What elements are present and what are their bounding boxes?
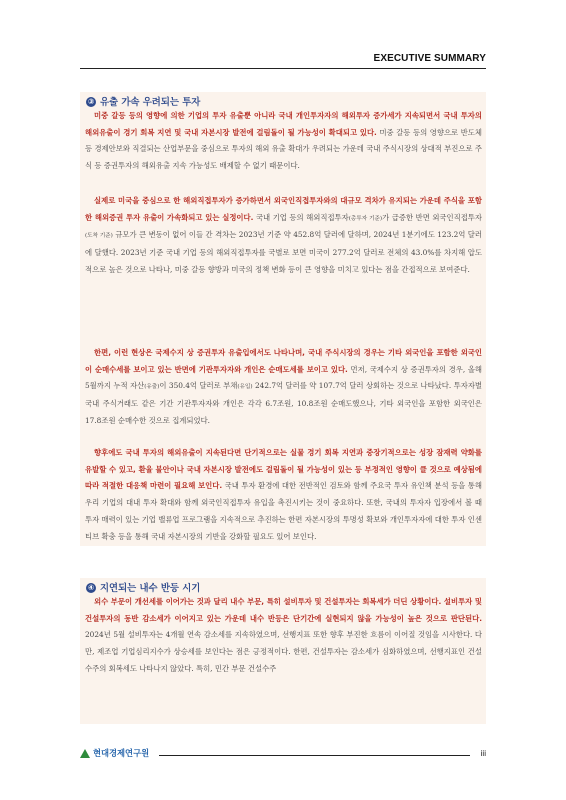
footer-divider xyxy=(159,755,470,756)
section-domestic-demand xyxy=(80,578,486,724)
body-text: 국내 투자 환경에 대한 전반적인 검토와 함께 주요국 투자 유인책 분석 등을 통해 우리 기업의 대내 투자 확대와 함께 외국인직접투자 유입을 촉진시키는 것이 중요하다. 또한, 국내의 투자자 입장에서 볼 때 투자 매력이 있는 기업 밸류업 프로그램을 지속적으로 추진하는 한편 자본시장의 투명성 확보와 개인투자자에 대한 투자 인센티브 확충 등을 통해 국내 자본시장의 기반을 강화할 필요도 있어 보인다. xyxy=(85,481,482,541)
paragraph xyxy=(85,193,482,279)
paragraph xyxy=(85,345,482,430)
body-text: 먼저, 국제수지 상 증권투자의 경우, 올해 5월까지 누적 자산 xyxy=(85,364,483,391)
body-text: 2024년 5월 설비투자는 4개월 연속 감소세를 지속하였으며, 선행지표 또한 향후 부진한 흐름이 이어질 것임을 시사한다. 다만, 제조업 기업심리지수가 상승세를 보인다는 점은 긍정적이다. 한편, 건설투자는 감소세가 심화하였으며, 선행지표인 건설수주의 회복세도 나타나지 않았다. 특히, 민간 부문 건설수주 xyxy=(85,630,482,673)
body-text: 가 급증한 반면 외국인직접투자 xyxy=(382,212,482,222)
paragraph xyxy=(85,445,482,545)
body-text: 이 350.4억 달러로 부채 xyxy=(159,381,238,391)
body-text: 미중 갈등 등의 영향으로 반도체 등 경제안보와 직결되는 산업부문을 중심으로 투자의 해외 유출 확대가 우려되는 가운데 국내 주식시장의 상대적 부진으로 주식 등 증권투자의 해외유출 지속 가능성도 배제할 수 없기 때문이다. xyxy=(85,127,482,171)
highlighted-text: 한편, 이런 현상은 국제수지 상 증권투자 유출입에서도 나타나며, 국내 주식시장의 경우는 기타 외국인을 포함한 외국인이 순매수세를 보이고 있는 반면에 기관투자자와 개인은 순매도세를 보이고 있다. xyxy=(85,348,482,374)
paragraph xyxy=(85,108,482,175)
header-title: EXECUTIVE SUMMARY xyxy=(373,53,486,64)
highlighted-text: 향후에도 국내 투자의 해외유출이 지속된다면 단기적으로는 실물 경기 회복 지연과 중장기적으로는 성장 잠재력 약화를 유발할 수 있고, 환율 불안이나 국내 자본시장 발전에도 걸림돌이 될 가능성이 있는 등 부정적인 영향이 클 것으로 예상됨에 따라 적절한 대응책 마련이 필요해 보인다. xyxy=(85,448,482,491)
section-number: ④ xyxy=(87,583,95,592)
section-title: 유출 가속 우려되는 투자 xyxy=(100,97,201,108)
paragraph xyxy=(85,594,482,678)
body-text: (유출) xyxy=(144,384,160,391)
header-divider xyxy=(80,68,486,69)
body-text: 규모가 큰 변동이 없어 이들 간 격차는 2023년 기준 약 452.8억 달러에 달하며, 2024년 1분기에도 123.2억 달러에 달했다. 2023년 기준 국내 기업 등의 해외직접투자를 국별로 보면 미국이 277.2억 달러로 전체의 43.0%를 차지해 압도적으로 높은 것으로 나타나, 미중 갈등 향방과 미국의 정책 변화 등이 큰 영향을 미치고 있다는 점을 간접적으로 보여준다. xyxy=(85,230,482,274)
section-heading xyxy=(86,580,200,594)
page-number: iii xyxy=(480,749,486,758)
section-investment-outflow xyxy=(80,92,486,546)
body-text: (유입) xyxy=(237,384,253,391)
highlighted-text: 실제로 미국을 중심으로 한 해외직접투자가 증가하면서 외국인직접투자와의 대규모 격차가 유지되는 가운데 주식을 포함한 해외증권 투자 유출이 가속화되고 있는 실정이다. xyxy=(85,196,482,222)
section-title: 지연되는 내수 반등 시기 xyxy=(100,583,201,594)
body-text: 국내 기업 등의 해외직접투자 xyxy=(253,212,349,222)
body-text: (총투자 기준) xyxy=(348,215,383,222)
body-text: (도착 기준) xyxy=(85,233,113,240)
body-text: 242.7억 달러를 약 107.7억 달러 상회하는 것으로 나타났다. 투자자별 국내 주식거래도 같은 기간 기관투자자와 개인은 각각 6.7조원, 10.8조원 순매도했으나, 기타 외국인을 포함한 외국인은 17.8조원 순매수한 것으로 집계되었다. xyxy=(85,381,483,425)
section-heading xyxy=(86,94,200,108)
footer-logo xyxy=(80,747,149,759)
highlighted-text: 미중 갈등 등의 영향에 의한 기업의 투자 유출뿐 아니라 국내 개인투자자의 해외투자 증가세가 지속되면서 국내 투자의 해외유출이 경기 회복 지연 및 국내 자본시장 발전에 걸림돌이 될 가능성이 확대되고 있다. xyxy=(85,111,482,137)
highlighted-text: 외수 부문이 개선세를 이어가는 것과 달리 내수 부문, 특히 설비투자 및 건설투자는 회복세가 더딘 상황이다. 설비투자 및 건설투자의 동반 감소세가 이어지고 있는 가운데 내수 반등은 단기간에 실현되지 않을 가능성이 높은 것으로 판단된다. xyxy=(85,597,482,623)
section-number: ③ xyxy=(87,97,95,106)
logo-text: 현대경제연구원 xyxy=(93,748,150,758)
logo-triangle-icon xyxy=(80,749,90,758)
